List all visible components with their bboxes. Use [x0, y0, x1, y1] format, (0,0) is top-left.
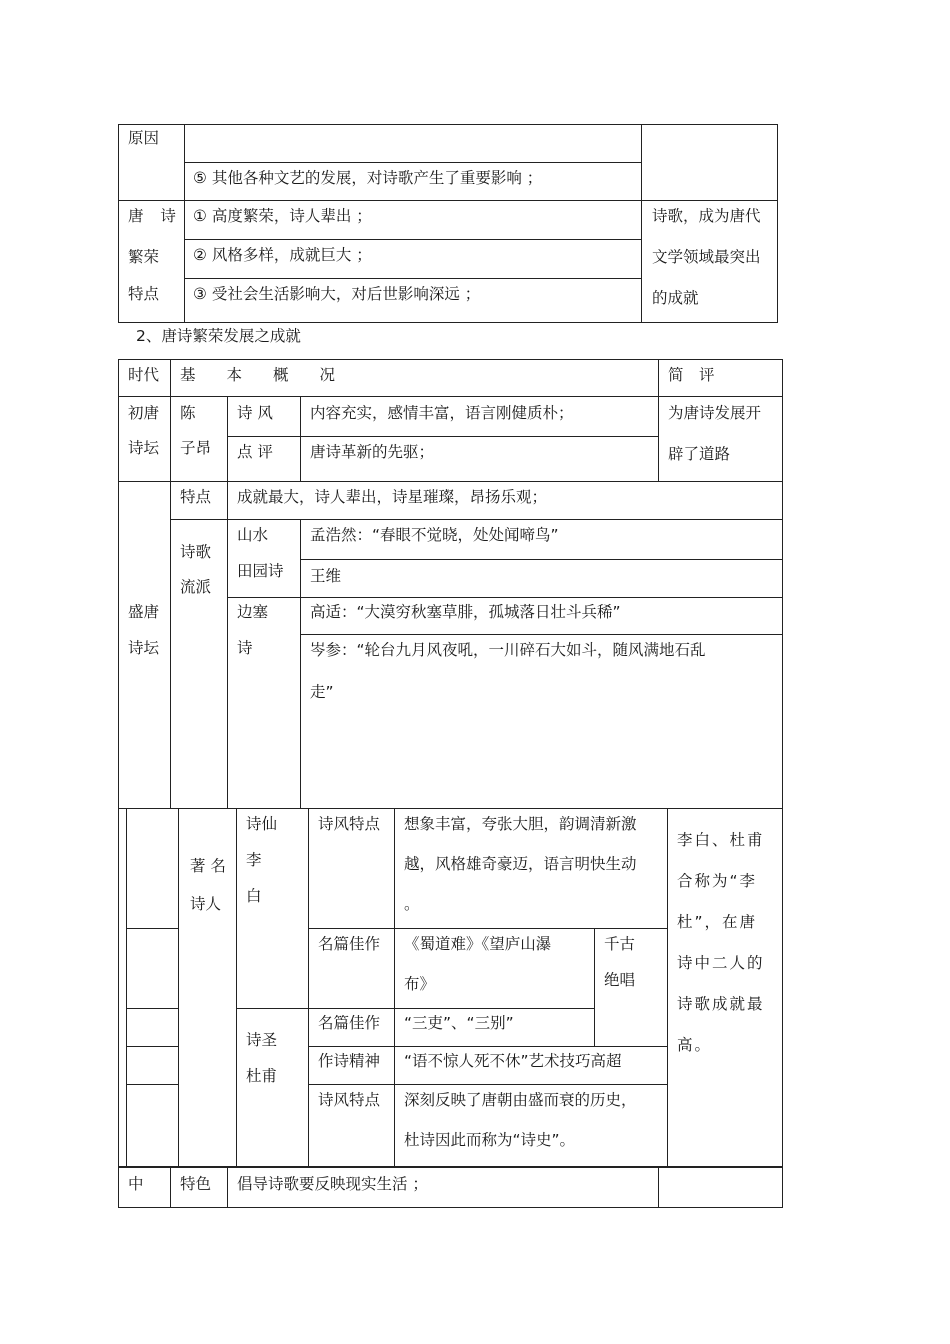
tang-label-line2: 繁荣 [128, 248, 160, 266]
high-school-line2: 流派 [180, 578, 212, 596]
landscape-poet-meng: 孟浩然：“春眼不觉晓，处处闻啼鸟” [310, 526, 559, 544]
famous-label-line2: 诗人 [190, 895, 222, 913]
early-style-text: 内容充实，感情丰富，语言刚健质朴； [310, 404, 574, 422]
frontier-poet-gao: 高适：“大漠穷秋塞草腓，孤城落日壮斗兵稀” [310, 603, 621, 621]
poets-review-line3: 杜”，在唐 [677, 913, 758, 931]
libai-style-line2: 越，风格雄奇豪迈，语言明快生动 [404, 855, 637, 873]
frontier-poet-cen-line2: 走” [310, 683, 334, 701]
header-overview: 基 本 概 况 [180, 366, 336, 384]
early-review-line2: 辟了道路 [668, 445, 731, 463]
header-era: 时代 [128, 366, 160, 384]
comment-line-3: 的成就 [652, 289, 699, 307]
poets-review-line4: 诗中二人的 [677, 954, 765, 972]
tang-label-line1: 唐 诗 [128, 207, 182, 225]
feature-item-2: ② 风格多样，成就巨大 ； [193, 246, 372, 264]
mid-feature-text: 倡导诗歌要反映现实生活 ； [237, 1175, 428, 1193]
masterpiece-line1: 千古 [604, 935, 636, 953]
dufu-spirit-label: 作诗精神 [318, 1052, 381, 1070]
poets-review-line5: 诗歌成就最 [677, 995, 765, 1013]
poets-review-line2: 合称为“李 [677, 872, 758, 890]
high-era-line2: 诗坛 [128, 639, 160, 657]
frontier-label-line2: 诗 [237, 639, 253, 657]
dufu-style-line1: 深刻反映了唐朝由盛而衰的历史， [404, 1091, 637, 1109]
landscape-label-line2: 田园诗 [237, 562, 284, 580]
libai-style-label: 诗风特点 [318, 815, 381, 833]
section-heading: 2、唐诗繁荣发展之成就 [136, 327, 301, 345]
comment-line-1: 诗歌，成为唐代 [652, 207, 761, 225]
dufu-style-label: 诗风特点 [318, 1091, 381, 1109]
early-poet-line2: 子昂 [180, 439, 212, 457]
dufu-spirit-text: “语不惊人死不休”艺术技巧高超 [404, 1052, 622, 1070]
early-style-label: 诗 风 [237, 404, 273, 422]
early-comment-label: 点 评 [237, 443, 273, 461]
early-era-line2: 诗坛 [128, 439, 160, 457]
poets-review-line1: 李白、杜甫 [677, 831, 765, 849]
masterpiece-line2: 绝唱 [604, 971, 636, 989]
frontier-poet-cen-line1: 岑参：“轮台九月风夜吼，一川碎石大如斗，随风满地石乱 [310, 641, 706, 659]
high-school-line1: 诗歌 [180, 543, 212, 561]
tang-label-line3: 特点 [128, 285, 160, 303]
early-comment-text: 唐诗革新的先驱； [310, 443, 435, 461]
feature-item-1: ① 高度繁荣，诗人辈出 ； [193, 207, 372, 225]
famous-label-line1: 著 名 [190, 857, 226, 875]
high-feature-text: 成就最大，诗人辈出，诗星璀璨，昂扬乐观； [237, 488, 548, 506]
high-era-line1: 盛唐 [128, 603, 160, 621]
early-era-line1: 初唐 [128, 404, 160, 422]
dufu-works-label: 名篇佳作 [318, 1014, 381, 1032]
libai-name-line1: 诗仙 [246, 815, 278, 833]
frontier-label-line1: 边塞 [237, 603, 269, 621]
landscape-label-line1: 山水 [237, 526, 269, 544]
poets-review-line6: 高。 [677, 1036, 713, 1054]
dufu-name-line1: 诗圣 [246, 1031, 278, 1049]
dufu-style-line2: 杜诗因此而称为“诗史”。 [404, 1131, 576, 1149]
early-review-line1: 为唐诗发展开 [668, 404, 762, 422]
libai-works-line1: 《蜀道难》《望庐山瀑 [404, 935, 552, 953]
reason-item-5: ⑤ 其他各种文艺的发展，对诗歌产生了重要影响 ； [193, 169, 543, 187]
libai-style-line3: 。 [404, 895, 420, 913]
landscape-poet-wang: 王维 [310, 567, 342, 585]
libai-name-line3: 白 [246, 887, 262, 905]
high-feature-label: 特点 [180, 488, 212, 506]
mid-feature-label: 特色 [180, 1175, 212, 1193]
libai-works-line2: 布》 [404, 975, 436, 993]
dufu-name-line2: 杜甫 [246, 1067, 278, 1085]
libai-works-label: 名篇佳作 [318, 935, 381, 953]
reason-label: 原因 [128, 129, 160, 147]
libai-name-line2: 李 [246, 851, 262, 869]
header-review: 简 评 [668, 366, 715, 384]
dufu-works-text: “三吏”、“三别” [404, 1014, 514, 1032]
early-poet-line1: 陈 [180, 404, 196, 422]
libai-style-line1: 想象丰富，夸张大胆，韵调清新激 [404, 815, 637, 833]
mid-era-label: 中 [128, 1175, 144, 1193]
comment-line-2: 文学领域最突出 [652, 248, 761, 266]
feature-item-3: ③ 受社会生活影响大，对后世影响深远 ； [193, 285, 481, 303]
